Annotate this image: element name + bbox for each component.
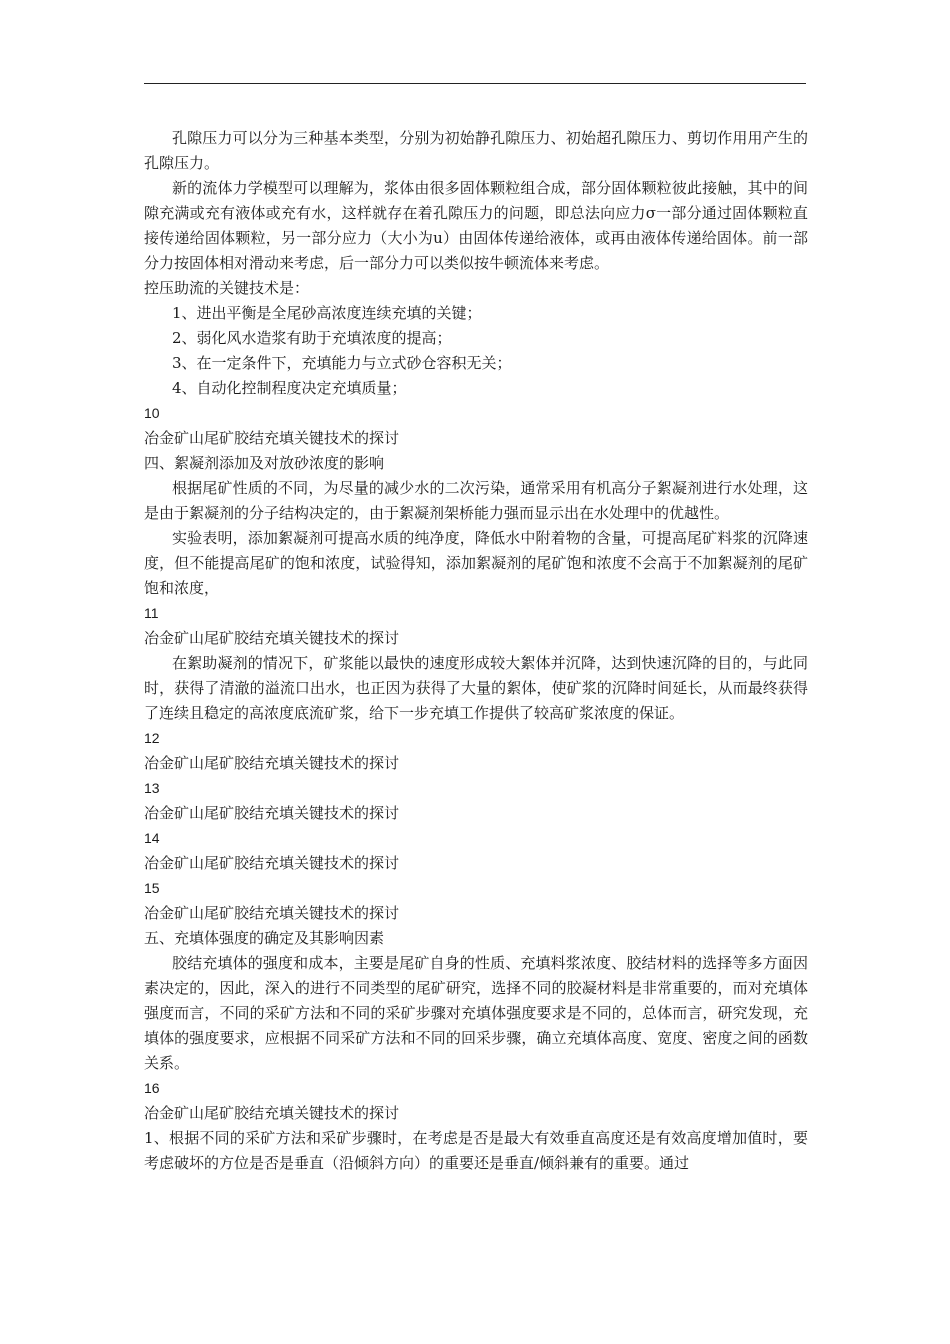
document-body — [144, 126, 808, 1176]
page-number: 13 — [144, 780, 160, 796]
paragraph: 孔隙压力可以分为三种基本类型，分别为初始静孔隙压力、初始超孔隙压力、剪切作用用产生的孔隙压力。 — [144, 129, 808, 172]
section-heading: 五、充填体强度的确定及其影响因素 — [144, 929, 385, 947]
page-number: 15 — [144, 880, 160, 896]
list-item: 3、在一定条件下，充填能力与立式砂仓容积无关； — [172, 354, 512, 372]
running-title: 冶金矿山尾矿胶结充填关键技术的探讨 — [144, 429, 400, 447]
text-line: 控压助流的关键技术是： — [144, 279, 310, 297]
page-number: 10 — [144, 405, 160, 421]
list-item: 2、弱化风水造浆有助于充填浓度的提高； — [172, 329, 452, 347]
header-rule — [144, 83, 806, 84]
running-title: 冶金矿山尾矿胶结充填关键技术的探讨 — [144, 754, 400, 772]
page-number: 14 — [144, 830, 160, 846]
page-number: 12 — [144, 730, 160, 746]
running-title: 冶金矿山尾矿胶结充填关键技术的探讨 — [144, 854, 400, 872]
paragraph: 根据尾矿性质的不同，为尽量的减少水的二次污染，通常采用有机高分子絮凝剂进行水处理，这是由于絮凝剂的分子结构决定的，由于絮凝剂架桥能力强而显示出在水处理中的优越性。 — [144, 479, 808, 522]
running-title: 冶金矿山尾矿胶结充填关键技术的探讨 — [144, 629, 400, 647]
paragraph: 实验表明，添加絮凝剂可提高水质的纯净度，降低水中附着物的含量，可提高尾矿料浆的沉降速度，但不能提高尾矿的饱和浓度，试验得知，添加絮凝剂的尾矿饱和浓度不会高于不加絮凝剂的尾矿饱和浓度， — [144, 529, 808, 597]
section-heading: 四、絮凝剂添加及对放砂浓度的影响 — [144, 454, 385, 472]
paragraph: 新的流体力学模型可以理解为，浆体由很多固体颗粒组合成，部分固体颗粒彼此接触，其中的间隙充满或充有液体或充有水，这样就存在着孔隙压力的问题，即总法向应力σ一部分通过固体颗粒直接传递给固体颗粒，另一部分应力（大小为u）由固体传递给液体，或再由液体传递给固体。前一部分力按固体相对滑动来考虑，后一部分力可以类似按牛顿流体来考虑。 — [144, 179, 808, 272]
list-item: 4、自动化控制程度决定充填质量； — [172, 379, 407, 397]
paragraph: 胶结充填体的强度和成本，主要是尾矿自身的性质、充填料浆浓度、胶结材料的选择等多方面因素决定的，因此，深入的进行不同类型的尾矿研究，选择不同的胶凝材料是非常重要的，而对充填体强度而言，不同的采矿方法和不同的采矿步骤对充填体强度要求是不同的，总体而言，研究发现，充填体的强度要求，应根据不同采矿方法和不同的回采步骤，确立充填体高度、宽度、密度之间的函数关系。 — [144, 954, 808, 1072]
page-number: 11 — [144, 605, 159, 621]
running-title: 冶金矿山尾矿胶结充填关键技术的探讨 — [144, 1104, 400, 1122]
list-item: 1、进出平衡是全尾砂高浓度连续充填的关键； — [172, 304, 482, 322]
page-number: 16 — [144, 1080, 160, 1096]
paragraph: 在絮助凝剂的情况下，矿浆能以最快的速度形成较大絮体并沉降，达到快速沉降的目的，与此同时，获得了清澈的溢流口出水，也正因为获得了大量的絮体，使矿浆的沉降时间延长，从而最终获得了连续且稳定的高浓度底流矿浆，给下一步充填工作提供了较高矿浆浓度的保证。 — [144, 654, 808, 722]
running-title: 冶金矿山尾矿胶结充填关键技术的探讨 — [144, 804, 400, 822]
text-line: 1、根据不同的采矿方法和采矿步骤时，在考虑是否是最大有效垂直高度还是有效高度增加值时，要考虑破坏的方位是否是垂直（沿倾斜方向）的重要还是垂直/倾斜兼有的重要。通过 — [144, 1129, 808, 1172]
running-title: 冶金矿山尾矿胶结充填关键技术的探讨 — [144, 904, 400, 922]
